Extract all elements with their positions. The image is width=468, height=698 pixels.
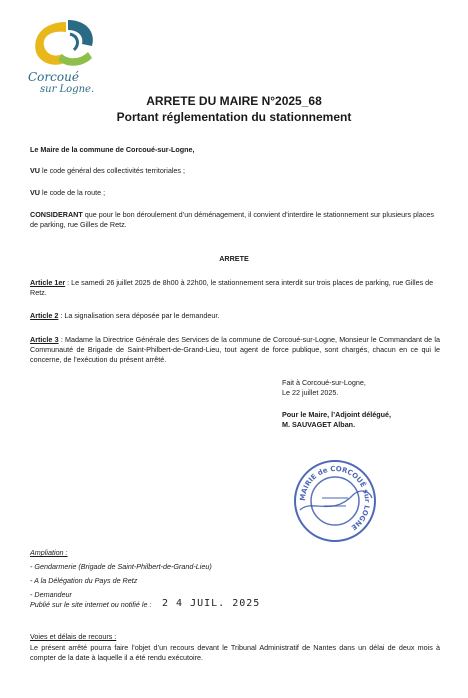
recours-heading: Voies et délais de recours : bbox=[30, 632, 117, 641]
article-label: Article 1er bbox=[30, 278, 66, 287]
logo-emblem-icon bbox=[22, 14, 112, 74]
stamp-text: MAIRIE de CORCOUÉ sur LOGNE bbox=[298, 464, 372, 532]
considerant-label: CONSIDERANT bbox=[30, 210, 83, 219]
article-2 bbox=[30, 311, 440, 321]
ampliation-item: - Gendarmerie (Brigade de Saint-Philbert-de-Grand-Lieu) bbox=[30, 562, 212, 571]
publication-date-stamp: 2 4 JUIL. 2025 bbox=[162, 598, 261, 609]
document-subtitle: Portant réglementation du stationnement bbox=[116, 110, 352, 124]
article-text: : La signalisation sera déposée par le demandeur. bbox=[58, 311, 220, 320]
ampliation-item: - Demandeur bbox=[30, 590, 72, 599]
considerant-text: que pour le bon déroulement d’un déménagement, il convient d’interdire le stationnement sur plusieurs places de parking, rue Gilles de Retz. bbox=[30, 210, 434, 229]
document-title: ARRETE DU MAIRE N°2025_68 bbox=[146, 94, 322, 108]
arrete-heading: ARRETE bbox=[219, 254, 249, 263]
signatory-name: M. SAUVAGET Alban. bbox=[282, 420, 356, 429]
pour-le-maire-line: Pour le Maire, l’Adjoint délégué, bbox=[282, 410, 392, 419]
official-stamp bbox=[292, 458, 378, 544]
vu-line-1 bbox=[30, 166, 440, 176]
stamp-seal-icon bbox=[292, 458, 378, 544]
article-text: : Madame la Directrice Générale des Services de la commune de Corcoué-sur-Logne, Monsieur le Commandant de la Communauté de Brigade de Saint-Philbert-de-Grand-Lieu, tout agent de force publique, sont chargés, chacun en ce qui le concerne, de l’exécution du présent arrêté. bbox=[30, 335, 440, 364]
vu-text: le code de la route ; bbox=[40, 188, 106, 197]
vu-text: le code général des collectivités territoriales ; bbox=[40, 166, 186, 175]
ampliation-block bbox=[30, 548, 330, 600]
vu-label: VU bbox=[30, 188, 40, 197]
article-text: : Le samedi 26 juillet 2025 de 8h00 à 22h00, le stationnement sera interdit sur trois places de parking, rue Gilles de Retz. bbox=[30, 278, 434, 297]
article-3 bbox=[30, 335, 440, 365]
signature-block bbox=[282, 378, 452, 430]
publication-label: Publié sur le site internet ou notifié le : bbox=[30, 600, 152, 609]
signature-date: Le 22 juillet 2025. bbox=[282, 388, 339, 397]
article-label: Article 3 bbox=[30, 335, 59, 344]
logo-text-line2: sur Logne. bbox=[40, 84, 95, 95]
recours-text: Le présent arrêté pourra faire l’objet d’un recours devant le Tribunal Administratif de Nantes dans un délai de deux mois à compter de la date à laquelle il a été rendu exécutoire. bbox=[30, 643, 440, 662]
ampliation-item: - A la Délégation du Pays de Retz bbox=[30, 576, 138, 585]
vu-line-2 bbox=[30, 188, 440, 198]
article-1 bbox=[30, 278, 440, 298]
ampliation-heading: Ampliation : bbox=[30, 548, 68, 557]
maire-line: Le Maire de la commune de Corcoué-sur-Logne, bbox=[30, 145, 195, 154]
considerant-paragraph bbox=[30, 210, 440, 230]
commune-logo bbox=[22, 14, 112, 94]
fait-a-line: Fait à Corcoué-sur-Logne, bbox=[282, 378, 366, 387]
logo-text-line1: Corcoué bbox=[28, 70, 79, 84]
article-label: Article 2 bbox=[30, 311, 59, 320]
vu-label: VU bbox=[30, 166, 40, 175]
